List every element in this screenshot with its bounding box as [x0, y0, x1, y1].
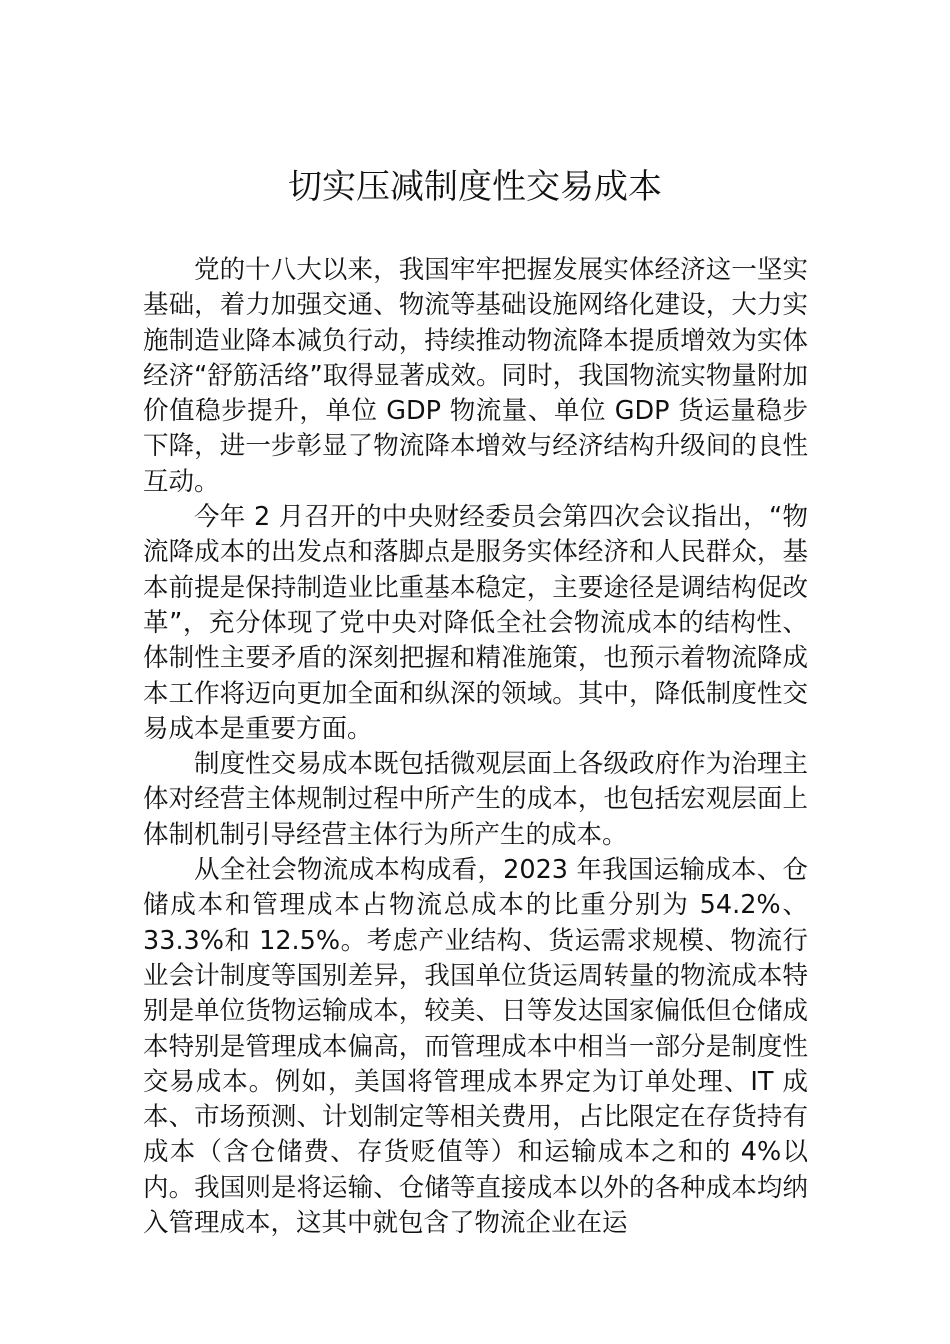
paragraph-3: 制度性交易成本既包括微观层面上各级政府作为治理主体对经营主体规制过程中所产生的成本，也包括宏观层面上体制机制引导经营主体行为所产生的成本。: [143, 749, 808, 850]
document-body: [143, 253, 808, 1241]
paragraph-1: 党的十八大以来，我国牢牢把握发展实体经济这一坚实基础，着力加强交通、物流等基础设施网络化建设，大力实施制造业降本减负行动，持续推动物流降本提质增效为实体经济“舒筋活络”取得显著成效。同时，我国物流实物量附加价值稳步提升，单位 GDP 物流量、单位 GDP 货运量稳步下降，进一步彰显了物流降本增效与经济结构升级间的良性互动。: [143, 255, 808, 497]
paragraph-4: 从全社会物流成本构成看，2023 年我国运输成本、仓储成本和管理成本占物流总成本的比重分别为 54.2%、33.3%和 12.5%。考虑产业结构、货运需求规模、物流行业会计制度等国别差异，我国单位货运周转量的物流成本特别是单位货物运输成本，较美、日等发达国家偏低但仓储成本特别是管理成本偏高，而管理成本中相当一部分是制度性交易成本。例如，美国将管理成本界定为订单处理、IT 成本、市场预测、计划制定等相关费用，占比限定在存货持有成本（含仓储费、存货贬值等）和运输成本之和的 4%以内。我国则是将运输、仓储等直接成本以外的各种成本均纳入管理成本，这其中就包含了物流企业在运: [143, 855, 808, 1239]
paragraph-2: 今年 2 月召开的中央财经委员会第四次会议指出，“物流降成本的出发点和落脚点是服务实体经济和人民群众，基本前提是保持制造业比重基本稳定，主要途径是调结构促改革”，充分体现了党中央对降低全社会物流成本的结构性、体制性主要矛盾的深刻把握和精准施策，也预示着物流降成本工作将迈向更加全面和纵深的领域。其中，降低制度性交易成本是重要方面。: [143, 502, 808, 744]
document-title: 切实压减制度性交易成本: [288, 167, 662, 207]
